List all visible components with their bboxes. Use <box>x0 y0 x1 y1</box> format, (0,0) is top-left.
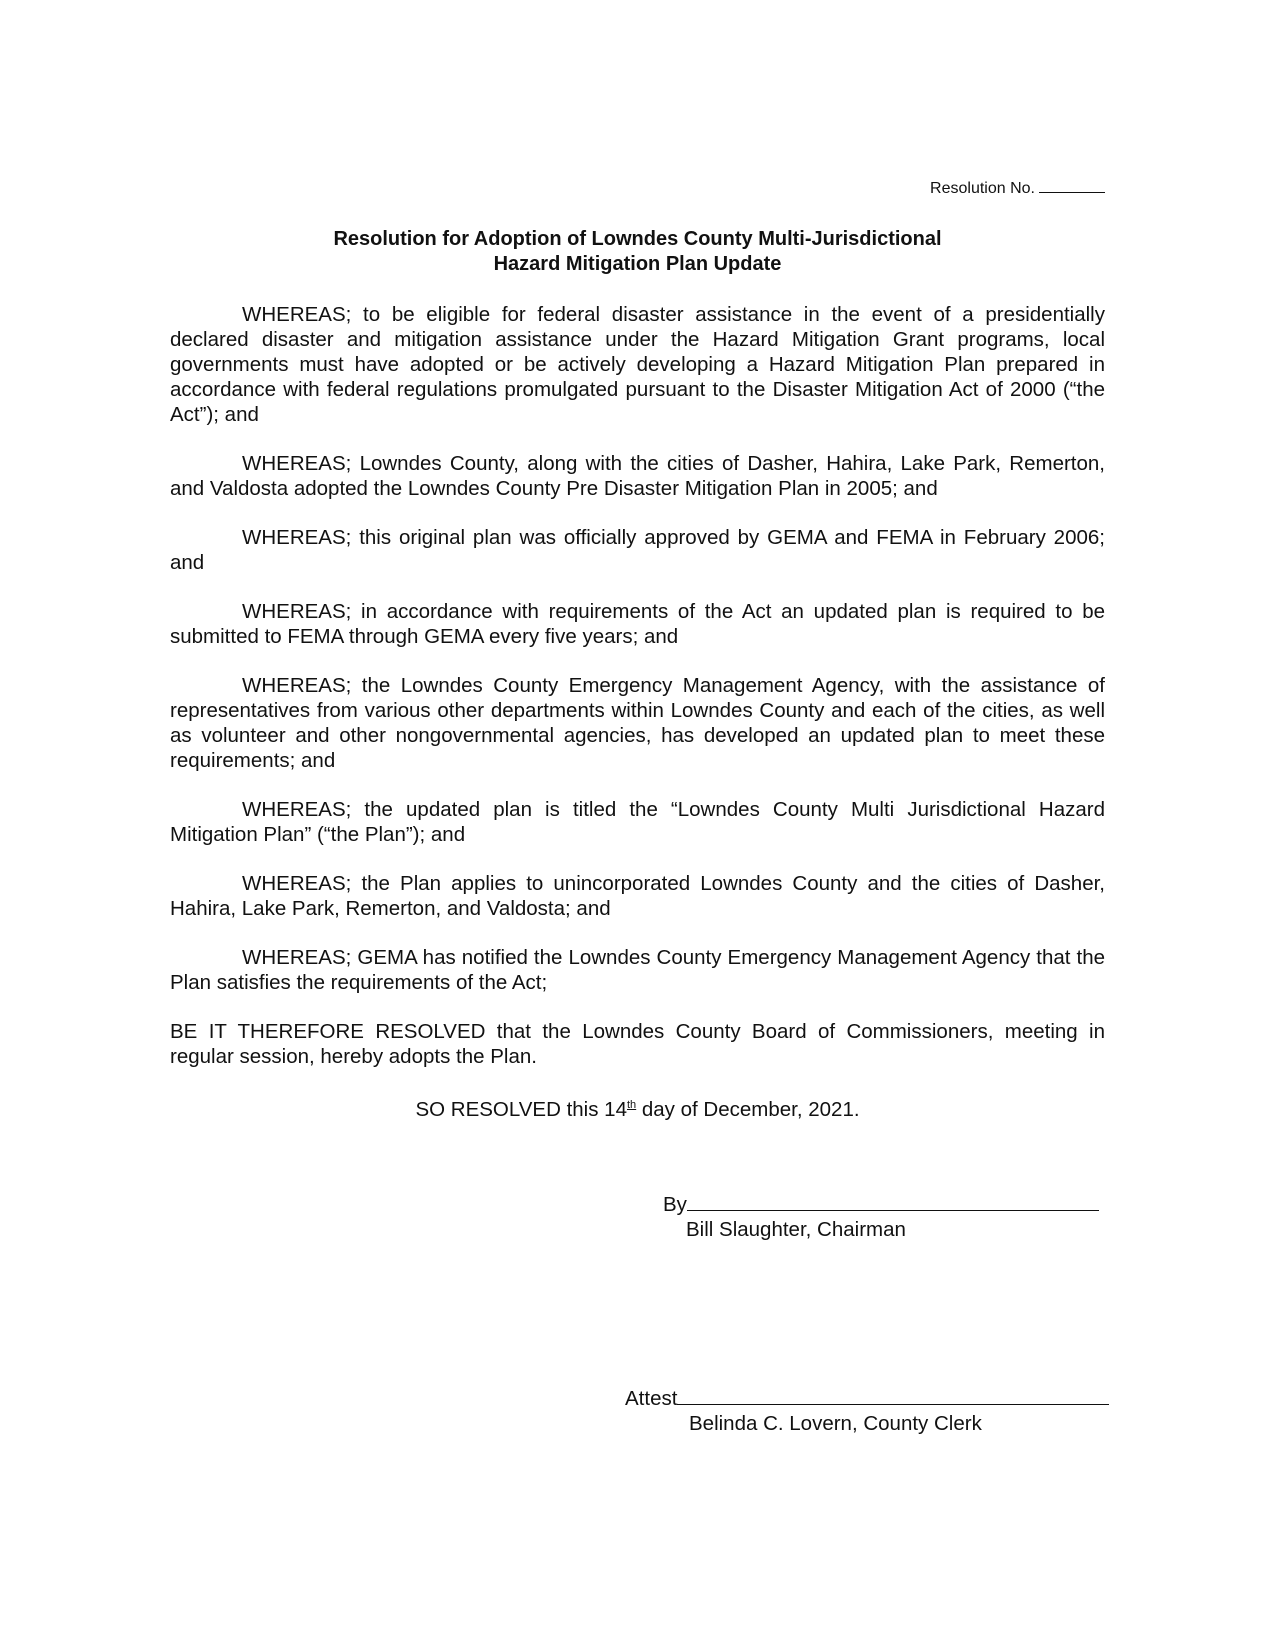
document-title <box>170 227 1105 277</box>
clerk-name: Belinda C. Lovern, County Clerk <box>689 1412 982 1435</box>
resolved-clause: BE IT THEREFORE RESOLVED that the Lowndes County Board of Commissioners, meeting in regular session, hereby adopts the Plan. <box>170 1020 1105 1068</box>
whereas-paragraph: WHEREAS; this original plan was officially approved by GEMA and FEMA in February 2006; and <box>170 526 1105 574</box>
whereas-paragraph: WHEREAS; GEMA has notified the Lowndes County Emergency Management Agency that the Plan satisfies the requirements of the Act; <box>170 946 1105 994</box>
chairman-signature-line <box>687 1192 1099 1211</box>
whereas-paragraph: WHEREAS; to be eligible for federal disaster assistance in the event of a presidentially declared disaster and mitigation assistance under the Hazard Mitigation Grant programs, local governments must have adopted or be actively developing a Hazard Mitigation Plan prepared in accordance with federal regulations promulgated pursuant to the Disaster Mitigation Act of 2000 (“the Act”); and <box>170 303 1105 426</box>
by-label: By <box>663 1193 687 1216</box>
document-body <box>170 302 1105 1122</box>
whereas-paragraph: WHEREAS; Lowndes County, along with the cities of Dasher, Hahira, Lake Park, Remerton, and Valdosta adopted the Lowndes County Pre Disaster Mitigation Plan in 2005; and <box>170 452 1105 500</box>
so-resolved-suffix: day of December, 2021. <box>636 1098 860 1121</box>
resolution-number <box>930 178 1105 198</box>
resolution-number-label: Resolution No. <box>930 180 1035 197</box>
whereas-paragraph: WHEREAS; the Plan applies to unincorporated Lowndes County and the cities of Dasher, Hahira, Lake Park, Remerton, and Valdosta; and <box>170 872 1105 920</box>
chairman-name: Bill Slaughter, Chairman <box>686 1218 906 1241</box>
clerk-signature-block <box>625 1386 1109 1436</box>
title-line-2: Hazard Mitigation Plan Update <box>493 253 782 275</box>
so-resolved-date <box>170 1093 1105 1122</box>
attest-label: Attest <box>625 1387 678 1410</box>
title-line-1: Resolution for Adoption of Lowndes County Multi-Jurisdictional <box>333 228 942 250</box>
whereas-paragraph: WHEREAS; in accordance with requirements of the Act an updated plan is required to be submitted to FEMA through GEMA every five years; and <box>170 600 1105 648</box>
resolution-number-blank <box>1039 178 1105 193</box>
clerk-signature-line <box>677 1386 1109 1405</box>
chairman-signature-block <box>663 1192 1099 1242</box>
so-resolved-prefix: SO RESOLVED this 14 <box>415 1098 627 1121</box>
whereas-paragraph: WHEREAS; the Lowndes County Emergency Management Agency, with the assistance of representatives from various other departments within Lowndes County and each of the cities, as well as volunteer and other nongovernmental agencies, has developed an updated plan to meet these requirements; and <box>170 674 1105 772</box>
whereas-paragraph: WHEREAS; the updated plan is titled the “Lowndes County Multi Jurisdictional Hazard Mitigation Plan” (“the Plan”); and <box>170 798 1105 846</box>
so-resolved-ordinal: th <box>627 1099 637 1111</box>
